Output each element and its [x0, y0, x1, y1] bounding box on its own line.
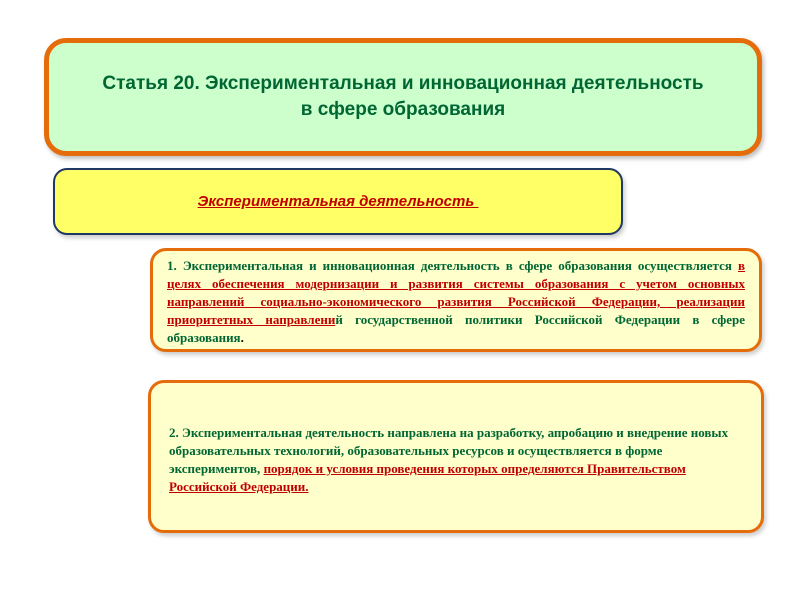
- item-1-text-start: 1. Экспериментальная и инновационная деятельность в сфере образования осуществляется: [167, 258, 738, 273]
- title-box: [44, 38, 762, 156]
- subheading-text: Экспериментальная деятельность: [197, 193, 479, 210]
- article-item-1: [150, 248, 762, 352]
- item-2-highlight: порядок и условия проведения которых определяются Правительством Российской Федерации.: [169, 461, 686, 494]
- item-2-text-start: 2. Экспериментальная деятельность направлена на разработку, апробацию и внедрение новых образовательных технологий, образовательных ресурсов и осуществляется в форме экспериментов,: [169, 425, 729, 476]
- item-1-tail-letter: й: [335, 312, 343, 327]
- subheading-box: [53, 168, 623, 235]
- slide-title: [102, 71, 703, 123]
- title-line-2: в сфере образования: [300, 99, 506, 120]
- title-line-1: Статья 20. Экспериментальная и инновационная деятельность: [102, 73, 704, 94]
- item-1-highlight: в целях обеспечения модернизации и развития системы образования с учетом основных направлений социально-экономического развития Российской Федерации, реализации приоритетных направлени: [167, 258, 745, 327]
- item-1-period: .: [240, 330, 244, 345]
- item-1-text-end: государственной политики Российской Федерации в сфере образования: [167, 312, 746, 345]
- article-item-2: [148, 380, 764, 533]
